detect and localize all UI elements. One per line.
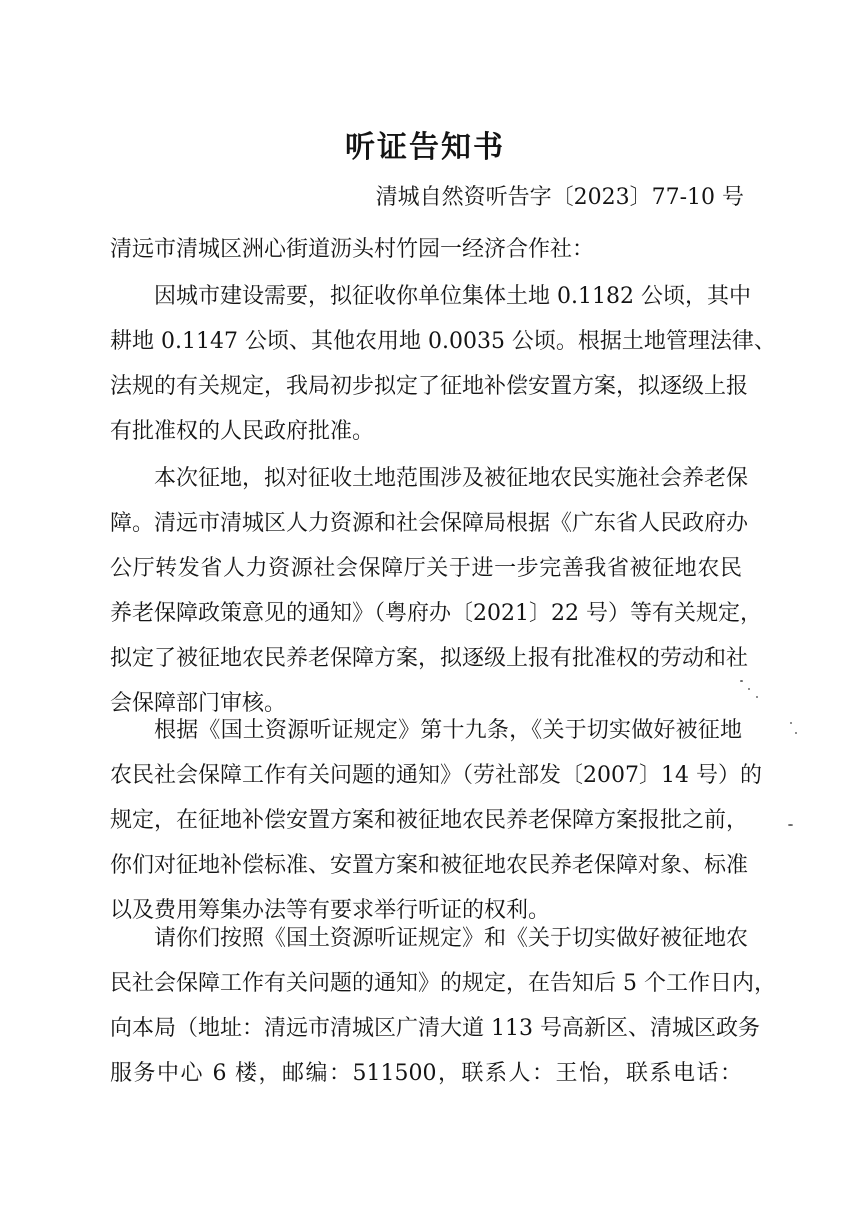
paragraph-line: 公厅转发省人力资源社会保障厅关于进一步完善我省被征地农民 — [110, 556, 742, 581]
paragraph-line: 根据《国土资源听证规定》第十九条，《关于切实做好被征地 — [154, 718, 742, 743]
paragraph-line: 养老保障政策意见的通知》（粤府办〔2021〕22 号）等有关规定， — [110, 601, 762, 626]
paragraph-line: 请你们按照《国土资源听证规定》和《关于切实做好被征地农 — [154, 926, 749, 951]
paragraph-land-acquisition — [110, 274, 776, 454]
paragraph-line: 有批准权的人民政府批准。 — [110, 419, 375, 444]
paragraph-line: 你们对征地补偿标准、安置方案和被征地农民养老保障对象、标准 — [110, 853, 749, 878]
paragraph-line: 耕地 0.1147 公顷、其他农用地 0.0035 公顷。根据土地管理法律、 — [110, 329, 776, 354]
paragraph-line: 拟定了被征地农民养老保障方案，拟逐级上报有批准权的劳动和社 — [110, 646, 749, 671]
paragraph-line: 民社会保障工作有关问题的通知》的规定，在告知后 5 个工作日内， — [110, 971, 776, 996]
paragraph-line: 农民社会保障工作有关问题的通知》（劳社部发〔2007〕14 号）的 — [110, 763, 762, 788]
paragraph-line: 会保障部门审核。 — [110, 691, 287, 716]
paragraph-line: 因城市建设需要，拟征收你单位集体土地 0.1182 公顷，其中 — [154, 284, 751, 309]
paragraph-application-instructions — [110, 916, 776, 1096]
paragraph-line: 障。清远市清城区人力资源和社会保障局根据《广东省人民政府办 — [110, 511, 749, 536]
paragraph-line: 以及费用筹集办法等有要求举行听证的权利。 — [110, 898, 551, 923]
paragraph-line: 本次征地，拟对征收土地范围涉及被征地农民实施社会养老保 — [154, 466, 749, 491]
document-title: 听证告知书 — [345, 130, 505, 165]
addressee: 清远市清城区洲心街道沥头村竹园一经济合作社： — [110, 237, 595, 262]
paragraph-hearing-right — [110, 708, 762, 933]
paragraph-line: 规定，在征地补偿安置方案和被征地农民养老保障方案报批之前， — [110, 808, 749, 833]
paragraph-social-security — [110, 456, 762, 726]
paragraph-line: 法规的有关规定，我局初步拟定了征地补偿安置方案，拟逐级上报 — [110, 374, 749, 399]
document-number: 清城自然资听告字〔2023〕77-10 号 — [375, 185, 744, 210]
paragraph-line: 向本局（地址：清远市清城区广清大道 113 号高新区、清城区政务 — [110, 1016, 760, 1041]
paragraph-line: 服务中心 6 楼，邮编：511500，联系人：王怡，联系电话： — [110, 1061, 742, 1086]
